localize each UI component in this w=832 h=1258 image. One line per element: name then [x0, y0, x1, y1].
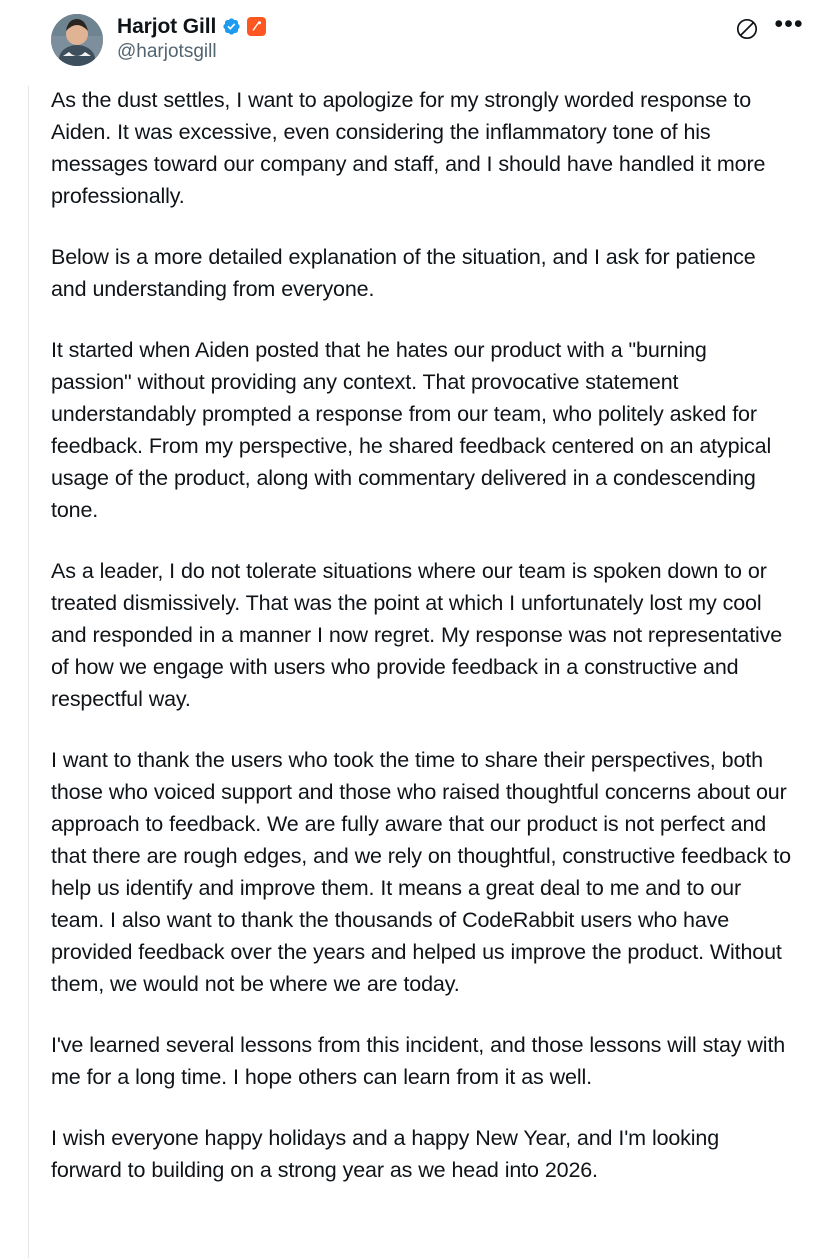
- author-identity: [117, 14, 266, 64]
- affiliate-badge-icon[interactable]: [247, 17, 266, 36]
- avatar[interactable]: [51, 14, 103, 66]
- post-text: [34, 84, 798, 1186]
- verified-badge-icon: [222, 17, 241, 36]
- grok-icon[interactable]: [734, 16, 760, 42]
- author-display-name[interactable]: Harjot Gill: [117, 15, 217, 38]
- post-paragraph: As the dust settles, I want to apologize for my strongly worded response to Aiden. It was excessive, even considering the inflammatory tone of his messages toward our company and staff, and I should have handled it more professionally.: [51, 88, 766, 208]
- author-handle[interactable]: @harjotsgill: [117, 41, 217, 63]
- post-paragraph: It started when Aiden posted that he hates our product with a "burning passion" without providing any context. That provocative statement understandably prompted a response from our team, who politely asked for feedback. From my perspective, he shared feedback centered on an atypical usage of the product, along with commentary delivered in a condescending tone.: [51, 338, 772, 522]
- more-options-icon: •••: [774, 10, 804, 38]
- post-paragraph: I've learned several lessons from this incident, and those lessons will stay with me for a long time. I hope others can learn from it as well.: [51, 1033, 786, 1089]
- post-paragraph: Below is a more detailed explanation of the situation, and I ask for patience and understanding from everyone.: [51, 245, 756, 301]
- thread-connector-line: [28, 86, 29, 1258]
- post-paragraph: I want to thank the users who took the time to share their perspectives, both those who voiced support and those who raised thoughtful concerns about our approach to feedback. We are fully aware that our product is not perfect and that there are rough edges, and we rely on thoughtful, constructive feedback to help us identify and improve them. It means a great deal to me and to our team. I also want to thank the thousands of CodeRabbit users who have provided feedback over the years and helped us improve the product. Without them, we would not be where we are today.: [51, 748, 791, 996]
- author-name-row: [117, 15, 266, 38]
- post-paragraph: As a leader, I do not tolerate situations where our team is spoken down to or treated dismissively. That was the point at which I unfortunately lost my cool and responded in a manner I now regret. My response was not representative of how we engage with users who provide feedback in a constructive and respectful way.: [51, 559, 783, 711]
- post-paragraph: I wish everyone happy holidays and a happy New Year, and I'm looking forward to building on a strong year as we head into 2026.: [51, 1126, 720, 1182]
- post-actions: [734, 10, 804, 42]
- more-options-button[interactable]: [774, 10, 804, 42]
- post-header: [34, 14, 798, 72]
